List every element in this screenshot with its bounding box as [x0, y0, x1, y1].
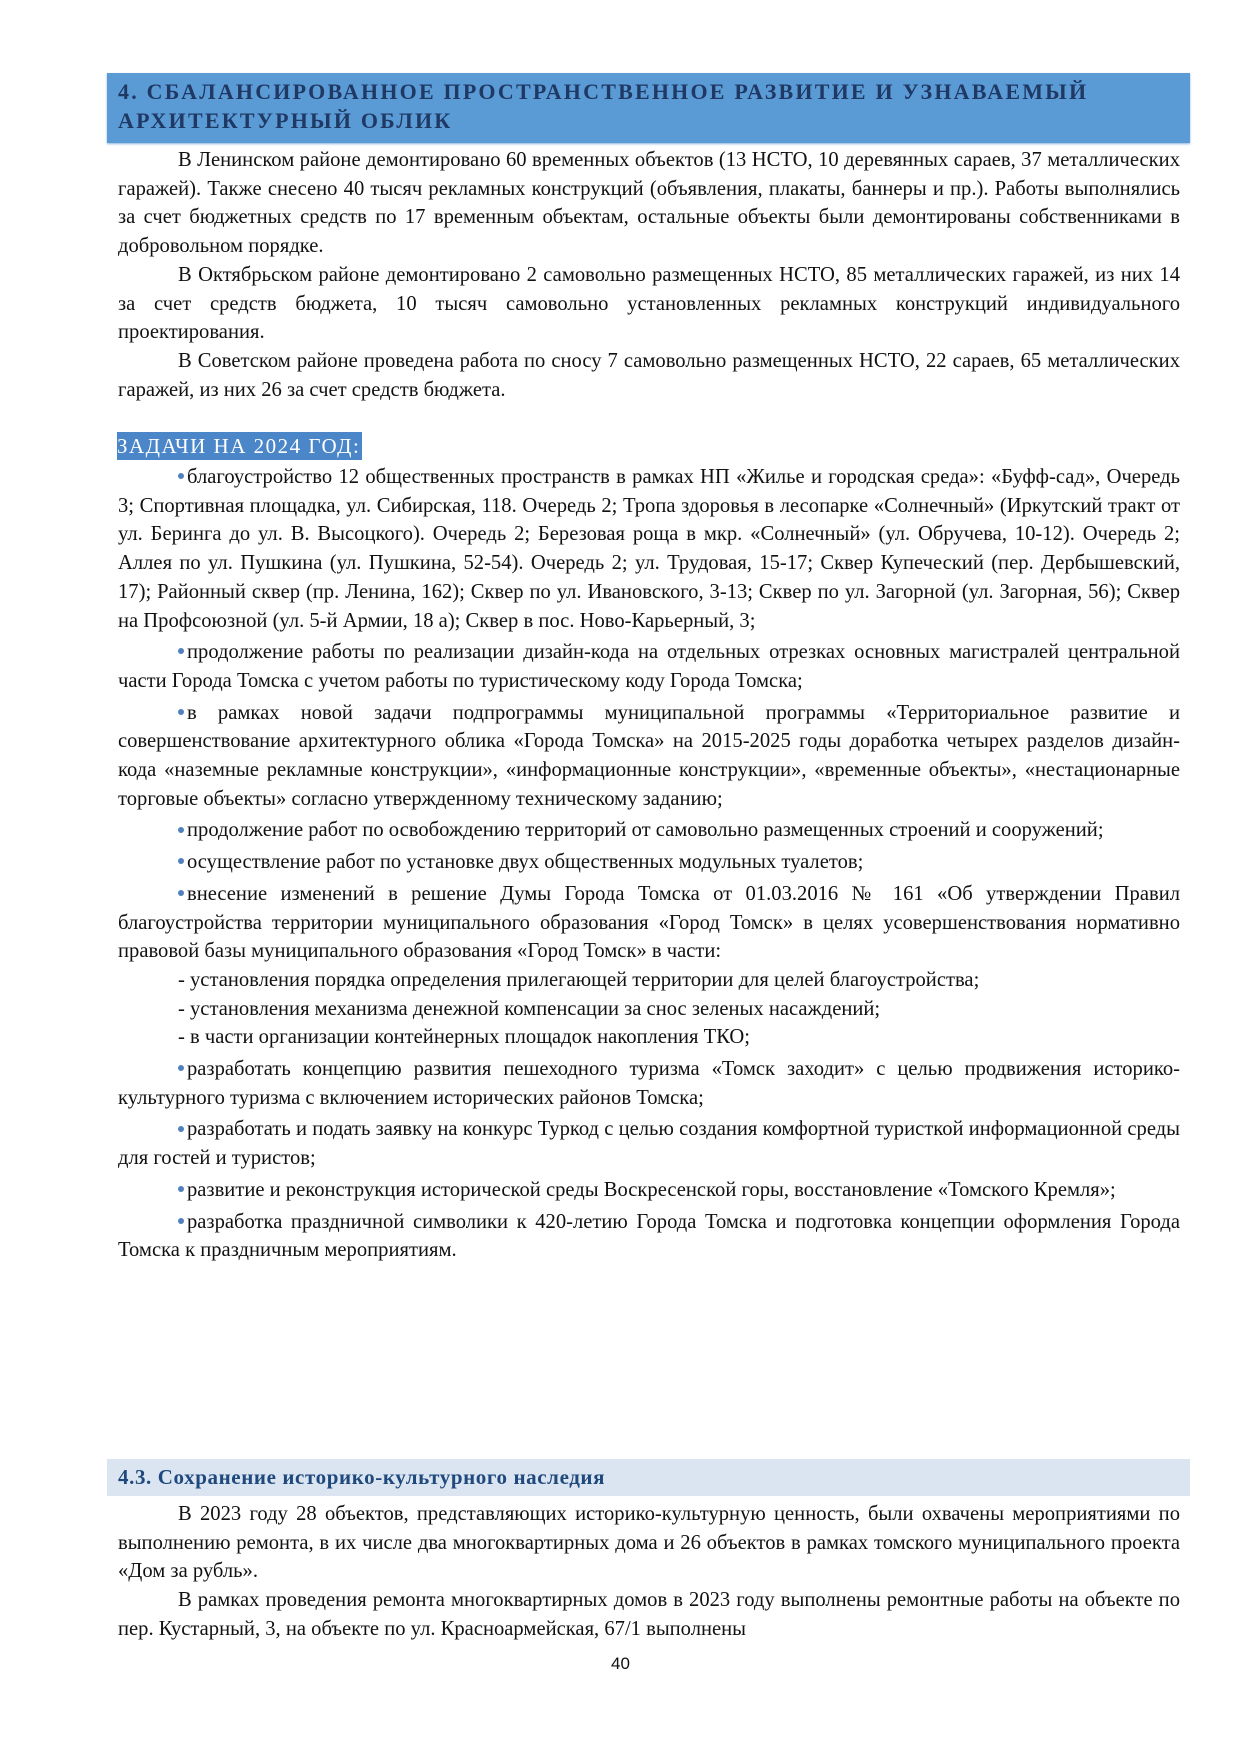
sub-item: - установления механизма денежной компенсации за снос зеленых насаждений;	[178, 997, 881, 1020]
paragraph: В рамках проведения ремонта многоквартирных домов в 2023 году выполнены ремонтные работы на объекте по пер. Кустарный, 3, на объекте по ул. Красноармейская, 67/1 выполнены	[118, 1589, 1180, 1640]
paragraph: В Ленинском районе демонтировано 60 временных объектов (13 НСТО, 10 деревянных сараев, 37 металлических гаражей). Также снесено 40 тысяч рекламных конструкций (объявления, плакаты, баннеры и пр.). Работы выполнялись за счет бюджетных средств по 17 временным объектам, остальные объекты были демонтированы собственниками в добровольном порядке.	[118, 149, 1180, 258]
list-item	[118, 463, 1180, 635]
section-heading	[107, 1459, 1190, 1496]
tasks-heading: ЗАДАЧИ НА 2024 ГОД:	[117, 434, 361, 458]
list-item-text: развитие и реконструкция исторической среды Воскресенской горы, восстановление «Томского Кремля»;	[187, 1178, 1116, 1201]
list-item-text: продолжение работ по освобождению территорий от самовольно размещенных строений и сооружений;	[187, 819, 1104, 842]
list-item-text: в рамках новой задачи подпрограммы муниципальной программы «Территориальное развитие и совершенствование архитектурного облика «Города Томска» на 2015-2025 годы доработка четырех разделов дизайн-кода «наземные рекламные конструкции», «информационные конструкции», «временные объекты», «нестационарные торговые объекты» согласно утвержденному техническому заданию;	[118, 701, 1180, 810]
list-item	[118, 1208, 1180, 1265]
chapter-heading	[107, 73, 1190, 143]
paragraph: В Советском районе проведена работа по сносу 7 самовольно размещенных НСТО, 22 сараев, 65 металлических гаражей, из них 26 за счет средств бюджета.	[118, 349, 1180, 401]
list-item-text: осуществление работ по установке двух общественных модульных туалетов;	[187, 851, 864, 874]
list-item-text: продолжение работы по реализации дизайн-кода на отдельных отрезках основных магистралей центральной части Города Томска с учетом работы по туристическому коду Города Томска;	[118, 641, 1180, 692]
bullet-icon	[178, 1126, 184, 1132]
list-item	[118, 1115, 1180, 1172]
list-item-text: разработка праздничной символики к 420-летию Города Томска и подготовка концепции оформления Города Томска к праздничным мероприятиям.	[118, 1210, 1180, 1262]
list-item	[118, 848, 1180, 877]
paragraph: В Октябрьском районе демонтировано 2 самовольно размещенных НСТО, 85 металлических гаражей, из них 14 за счет средств бюджета, 10 тысяч самовольно установленных рекламных конструкций индивидуального проектирования.	[118, 263, 1180, 344]
bullet-icon	[178, 890, 184, 896]
list-item	[118, 699, 1180, 814]
list-item-text: разработать и подать заявку на конкурс Туркод с целью создания комфортной туристкой информационной среды для гостей и туристов;	[118, 1118, 1180, 1170]
sub-item: - в части организации контейнерных площадок накопления ТКО;	[178, 1026, 751, 1049]
list-item	[118, 816, 1180, 845]
bullet-icon	[178, 827, 184, 833]
list-item	[118, 1176, 1180, 1205]
list-item	[118, 1055, 1180, 1112]
bullet-icon	[178, 1186, 184, 1192]
intro-text	[118, 146, 1180, 404]
bullet-icon	[178, 648, 184, 654]
list-item	[118, 638, 1180, 695]
bullet-icon	[178, 1065, 184, 1071]
chapter-heading-text: 4. СБАЛАНСИРОВАННОЕ ПРОСТРАНСТВЕННОЕ РАЗВИТИЕ И УЗНАВАЕМЫЙ АРХИТЕКТУРНЫЙ ОБЛИК	[118, 79, 1089, 133]
section-text	[118, 1500, 1180, 1644]
tasks-list	[118, 463, 1180, 1265]
list-item-text: разработать концепцию развития пешеходного туризма «Томск заходит» с целью продвижения историко-культурного туризма с включением исторических районов Томска;	[118, 1058, 1180, 1109]
page-number: 40	[611, 1654, 630, 1673]
bullet-icon	[178, 858, 184, 864]
section-heading-text: 4.3. Сохранение историко-культурного наследия	[118, 1465, 606, 1489]
list-item-text: внесение изменений в решение Думы Города Томска от 01.03.2016 № 161 «Об утверждении Правил благоустройства территории муниципального образования «Город Томск» в целях усовершенствования нормативно правовой базы муниципального образования «Город Томск» в части:	[118, 882, 1180, 963]
bullet-icon	[178, 1218, 184, 1224]
bullet-icon	[178, 709, 184, 715]
paragraph: В 2023 году 28 объектов, представляющих историко-культурную ценность, были охвачены мероприятиями по выполнению ремонта, в их числе два многоквартирных дома и 26 объектов в рамках томского муниципального проекта «Дом за рубль».	[118, 1503, 1180, 1583]
bullet-icon	[178, 473, 184, 479]
sub-item: - установления порядка определения прилегающей территории для целей благоустройства;	[178, 968, 980, 991]
list-item	[118, 880, 1180, 966]
list-item-text: благоустройство 12 общественных пространств в рамках НП «Жилье и городская среда»: «Буфф-сад», Очередь 3; Спортивная площадка, ул. Сибирская, 118. Очередь 2; Тропа здоровья в лесопарке «Солнечный» (Иркутский тракт от ул. Беринга до ул. В. Высоцкого). Очередь 2; Березовая роща в мкр. «Солнечный» (ул. Обручева, 10-12). Очередь 2; Аллея по ул. Пушкина (ул. Пушкина, 52-54). Очередь 2; ул. Трудовая, 15-17; Сквер Купеческий (пер. Дербышевский, 17); Районный сквер (пр. Ленина, 162); Сквер по ул. Ивановского, 3-13; Сквер по ул. Загорной (ул. Загорная, 56); Сквер на Профсоюзной (ул. 5-й Армии, 18 а); Сквер в пос. Ново-Карьерный, 3;	[118, 466, 1180, 632]
